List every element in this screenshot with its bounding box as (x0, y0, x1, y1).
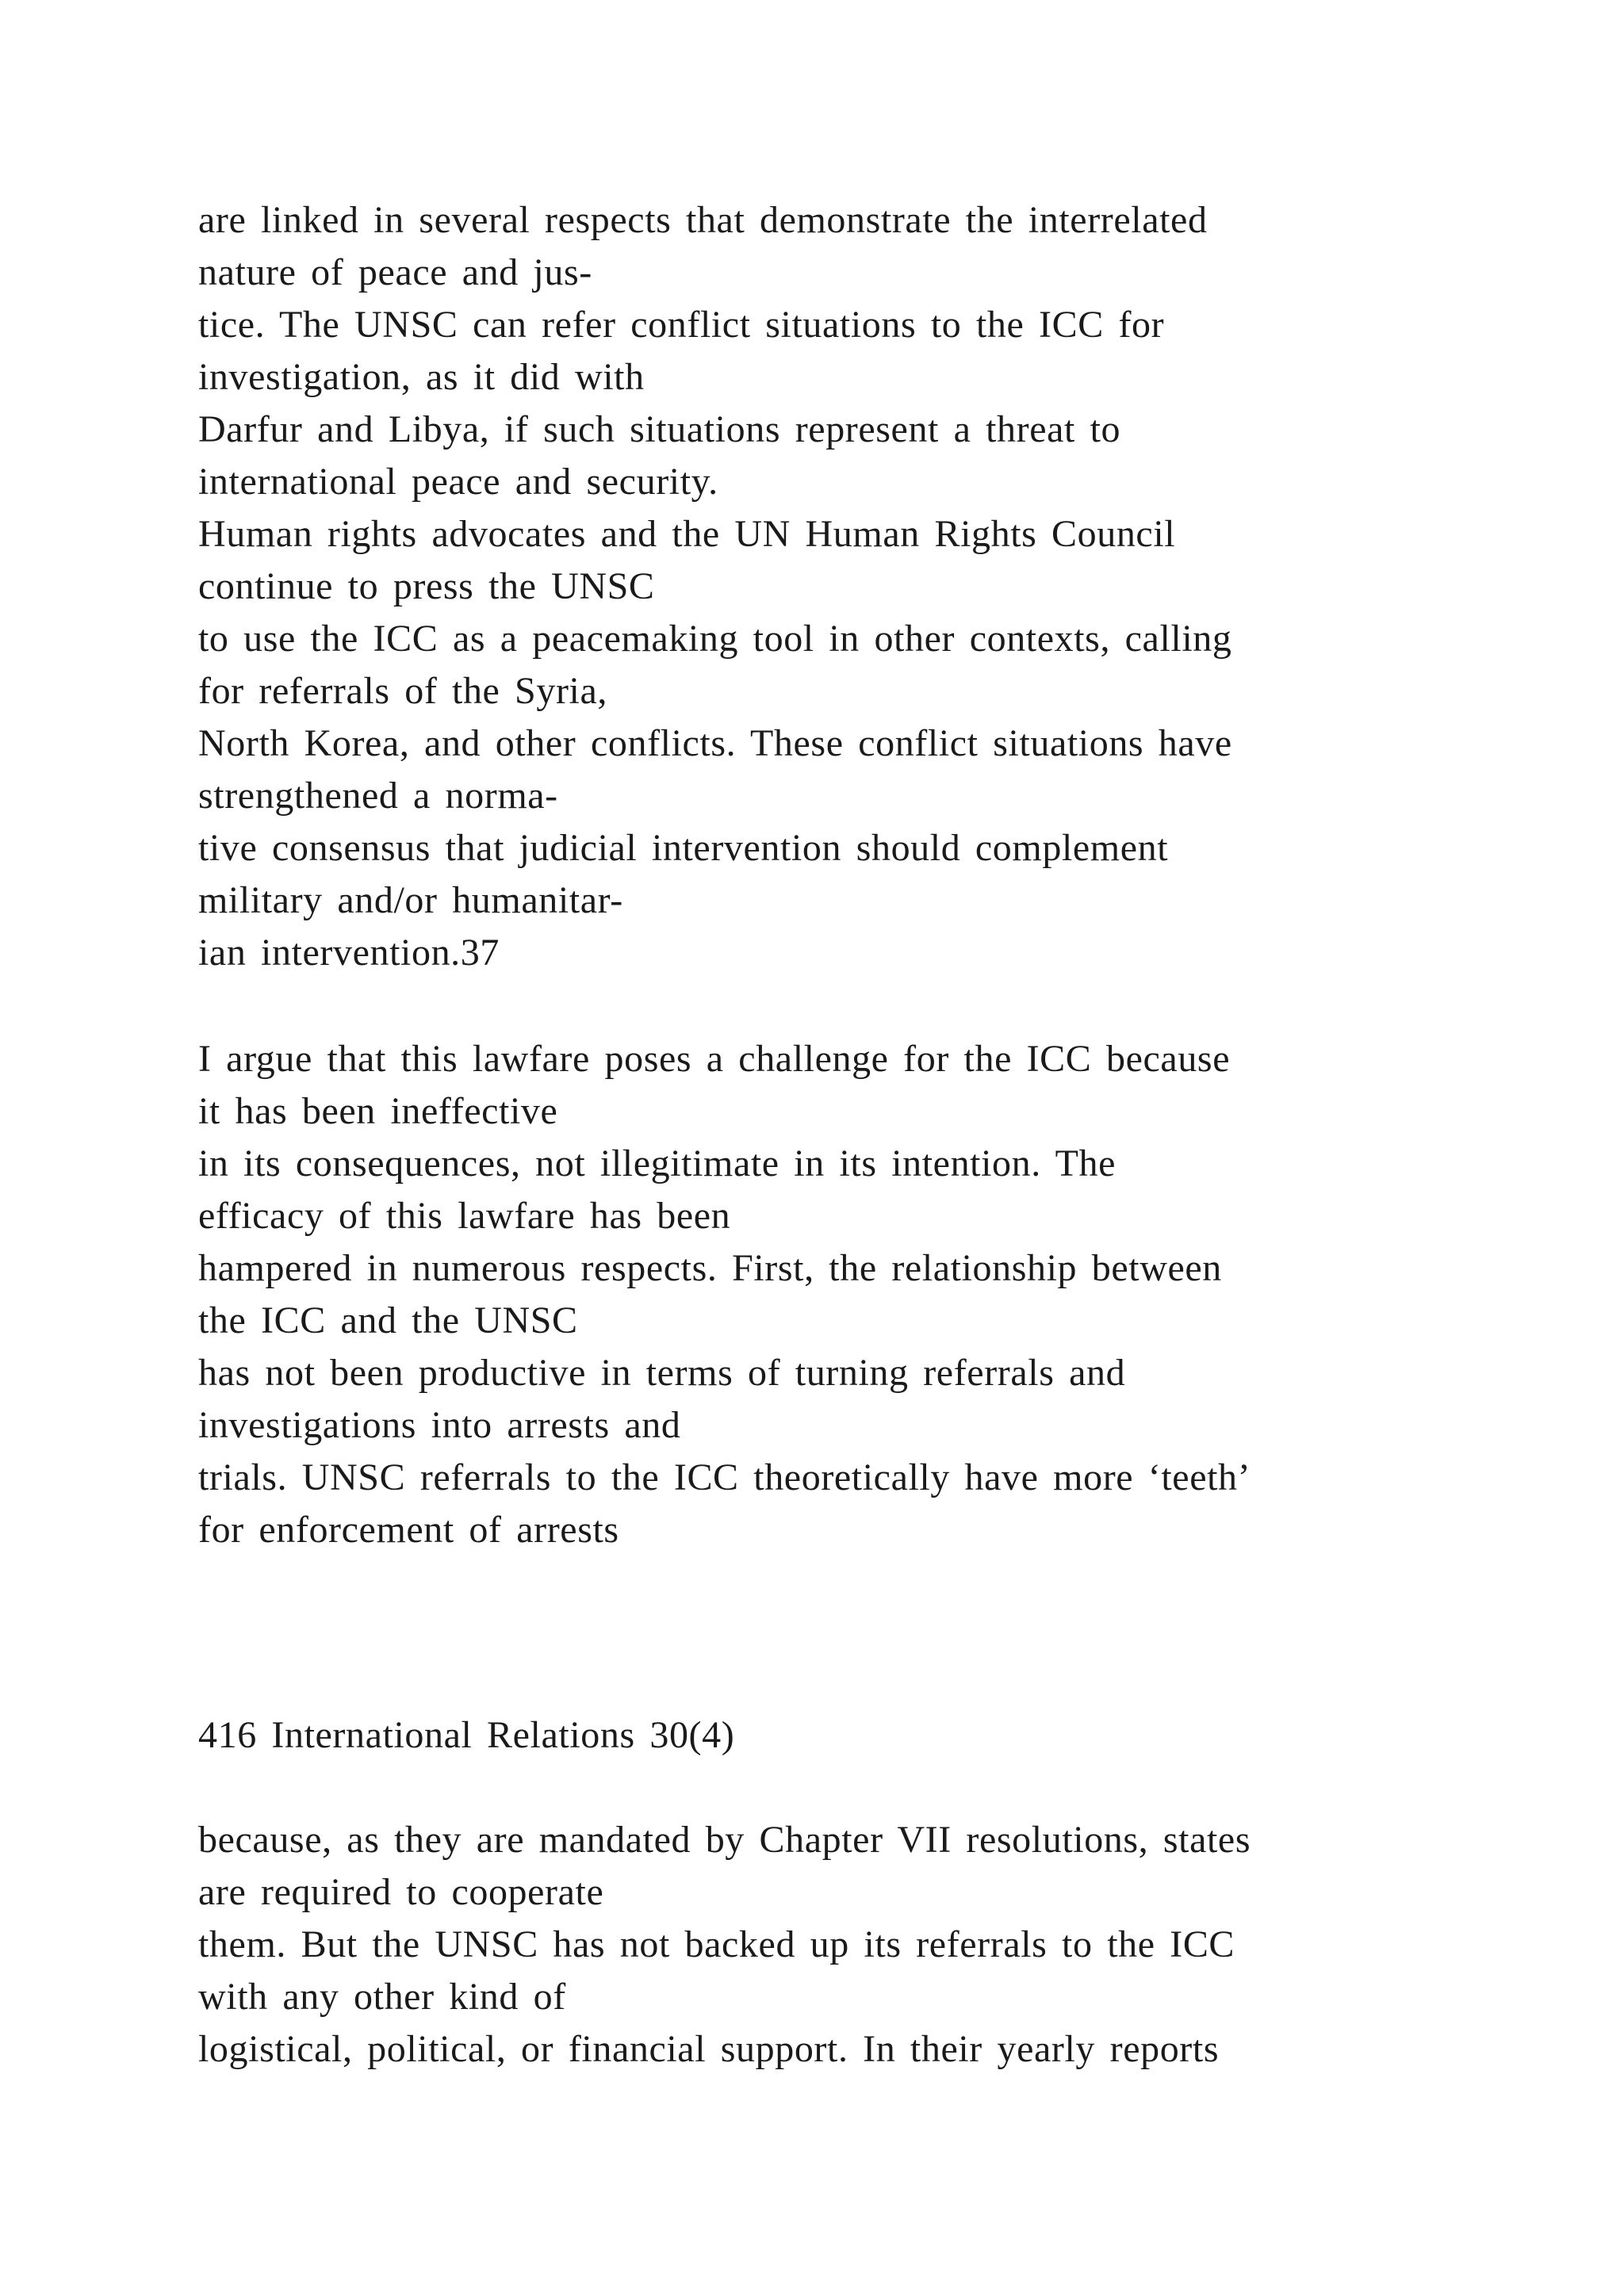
text-line: I argue that this lawfare poses a challenge for the ICC because (198, 1038, 1231, 1080)
text-line: tive consensus that judicial intervention should complement (198, 827, 1169, 869)
text-line: are linked in several respects that demonstrate the interrelated (198, 199, 1208, 241)
paragraph-peace-justice (198, 194, 1483, 979)
text-line: Darfur and Libya, if such situations represent a threat to (198, 408, 1121, 450)
page-header-text: 416 International Relations 30(4) (198, 1714, 735, 1756)
paragraph-lawfare-argument (198, 1033, 1483, 1556)
text-line: are required to cooperate (198, 1871, 604, 1913)
text-line: North Korea, and other conflicts. These conflict situations have (198, 722, 1232, 764)
text-line: investigation, as it did with (198, 356, 645, 398)
text-line: investigations into arrests and (198, 1404, 681, 1446)
text-line: for referrals of the Syria, (198, 670, 607, 712)
text-line: in its consequences, not illegitimate in its intention. The (198, 1142, 1116, 1184)
text-line: strengthened a norma- (198, 775, 558, 817)
text-line: because, as they are mandated by Chapter VII resolutions, states (198, 1819, 1251, 1861)
text-line: the ICC and the UNSC (198, 1299, 578, 1341)
text-line: efficacy of this lawfare has been (198, 1195, 731, 1237)
text-line: for enforcement of arrests (198, 1509, 619, 1551)
text-line: trials. UNSC referrals to the ICC theoretically have more ‘teeth’ (198, 1456, 1251, 1498)
text-line: hampered in numerous respects. First, the relationship between (198, 1247, 1222, 1289)
text-line: tice. The UNSC can refer conflict situations to the ICC for (198, 304, 1165, 346)
text-line: nature of peace and jus- (198, 251, 592, 293)
text-line: ian intervention.37 (198, 932, 500, 974)
paragraph-unsc-support (198, 1814, 1483, 2076)
text-line: to use the ICC as a peacemaking tool in other contexts, calling (198, 618, 1232, 660)
text-line: international peace and security. (198, 461, 718, 503)
text-line: with any other kind of (198, 1976, 566, 2018)
text-line: continue to press the UNSC (198, 565, 655, 607)
text-line: has not been productive in terms of turning referrals and (198, 1352, 1126, 1394)
page-header (198, 1709, 1483, 1762)
text-line: logistical, political, or financial support. In their yearly reports (198, 2028, 1220, 2070)
text-line: military and/or humanitar- (198, 879, 623, 921)
text-line: Human rights advocates and the UN Human Rights Council (198, 513, 1176, 555)
text-line: it has been ineffective (198, 1090, 558, 1132)
text-line: them. But the UNSC has not backed up its referrals to the ICC (198, 1923, 1235, 1965)
